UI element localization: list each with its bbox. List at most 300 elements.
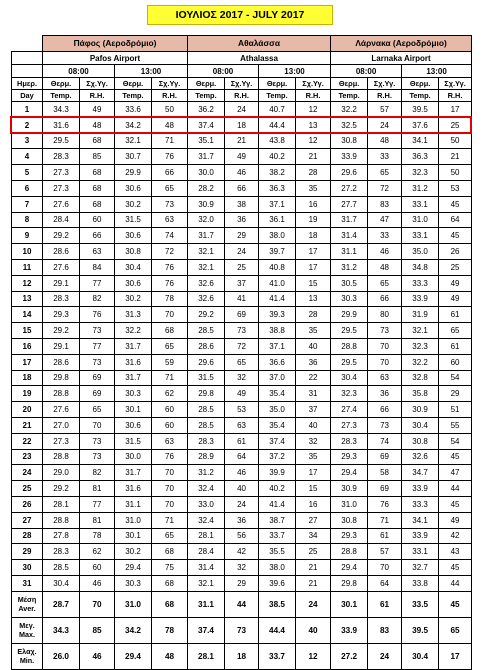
summary-value: 24: [296, 591, 331, 617]
temp-cell: 31.7: [115, 338, 152, 354]
temp-cell: 32.1: [188, 575, 225, 591]
rh-cell: 17: [439, 102, 472, 118]
temp-cell: 29.0: [43, 465, 80, 481]
rh-cell: 25: [439, 259, 472, 275]
rh-cell: 65: [152, 528, 188, 544]
rh-cell: 16: [296, 196, 331, 212]
temp-cell: 29.4: [115, 560, 152, 576]
rh-cell: 66: [152, 165, 188, 181]
station-header-row: [12, 36, 472, 52]
temp-cell: 31.6: [115, 354, 152, 370]
rh-cell: 50: [152, 102, 188, 118]
temp-cell: 33.3: [402, 275, 439, 291]
summary-label-gr: Ελαχ.: [17, 647, 37, 657]
table-row: [12, 275, 472, 291]
temp-cell: 39.9: [259, 465, 296, 481]
rh-cell: 60: [152, 402, 188, 418]
english-col-header-row: [12, 90, 472, 102]
day-cell: 4: [12, 149, 43, 165]
temp-cell: 31.2: [188, 465, 225, 481]
rh-cell: 24: [368, 117, 402, 133]
temp-cell: 29.1: [43, 338, 80, 354]
day-cell: 20: [12, 402, 43, 418]
temp-cell: 28.8: [43, 512, 80, 528]
rh-cell: 35: [296, 180, 331, 196]
temp-cell: 27.3: [43, 433, 80, 449]
rh-cell: 36: [368, 386, 402, 402]
temp-cell: 27.6: [43, 402, 80, 418]
summary-value: 40: [296, 617, 331, 643]
temp-cell: 36.3: [259, 180, 296, 196]
rh-cell: 62: [152, 386, 188, 402]
temp-cell: 36.1: [259, 212, 296, 228]
temp-cell: 40.2: [259, 481, 296, 497]
temp-cell: 28.6: [43, 354, 80, 370]
temp-cell: 38.0: [259, 228, 296, 244]
day-cell: 6: [12, 180, 43, 196]
time-header: 08:00: [188, 65, 259, 78]
summary-value: 12: [296, 643, 331, 669]
rh-cell: 66: [368, 291, 402, 307]
table-row: [12, 433, 472, 449]
temp-cell: 28.3: [43, 291, 80, 307]
summary-label: [12, 617, 43, 643]
temp-cell: 32.5: [331, 117, 368, 133]
rh-cell: 69: [80, 386, 115, 402]
temp-cell: 36.6: [259, 354, 296, 370]
temp-cell: 28.1: [188, 528, 225, 544]
rh-cell: 65: [152, 180, 188, 196]
rh-cell: 24: [225, 244, 259, 260]
time-header: 13:00: [115, 65, 188, 78]
rh-cell: 76: [368, 496, 402, 512]
temp-cell: 30.3: [115, 575, 152, 591]
day-cell: 31: [12, 575, 43, 591]
rh-cell: 82: [80, 465, 115, 481]
summary-value: 27.2: [331, 643, 368, 669]
rh-cell: 40: [225, 481, 259, 497]
temp-cell: 30.8: [115, 244, 152, 260]
temp-cell: 30.4: [115, 259, 152, 275]
day-cell: 23: [12, 449, 43, 465]
summary-value: 39.5: [402, 617, 439, 643]
rh-cell: 38: [225, 196, 259, 212]
rh-header-en: R.H.: [152, 90, 188, 102]
temp-cell: 33.7: [259, 528, 296, 544]
corner-cell-2: [12, 52, 43, 65]
temp-cell: 29.4: [331, 465, 368, 481]
temp-cell: 39.3: [259, 307, 296, 323]
table-row: [12, 149, 472, 165]
rh-cell: 68: [152, 544, 188, 560]
temp-cell: 31.6: [43, 117, 80, 133]
day-cell: 7: [12, 196, 43, 212]
temp-cell: 31.2: [331, 259, 368, 275]
rh-cell: 70: [368, 338, 402, 354]
temp-cell: 34.3: [43, 102, 80, 118]
rh-cell: 45: [439, 228, 472, 244]
temp-cell: 38.0: [259, 560, 296, 576]
time-header: 08:00: [43, 65, 115, 78]
temp-cell: 27.6: [43, 259, 80, 275]
rh-cell: 36: [296, 354, 331, 370]
temp-cell: 36.2: [188, 102, 225, 118]
temp-cell: 30.1: [115, 402, 152, 418]
rh-cell: 22: [296, 370, 331, 386]
weather-table: [11, 35, 472, 670]
temp-cell: 27.3: [43, 165, 80, 181]
rh-cell: 71: [152, 512, 188, 528]
temp-cell: 30.6: [115, 417, 152, 433]
rh-cell: 51: [439, 402, 472, 418]
page-title: ΙΟΥΛΙΟΣ 2017 - JULY 2017: [147, 5, 333, 25]
rh-cell: 68: [80, 180, 115, 196]
rh-cell: 57: [368, 544, 402, 560]
rh-cell: 63: [152, 433, 188, 449]
rh-cell: 71: [152, 133, 188, 149]
temp-cell: 33.9: [402, 481, 439, 497]
station-name-athalassa: Αθαλάσσα: [188, 36, 331, 52]
summary-value: 34.3: [43, 617, 80, 643]
day-cell: 1: [12, 102, 43, 118]
temp-cell: 32.1: [115, 133, 152, 149]
rh-cell: 46: [80, 575, 115, 591]
rh-cell: 33: [368, 228, 402, 244]
day-cell: 19: [12, 386, 43, 402]
day-cell: 25: [12, 481, 43, 497]
temp-cell: 28.4: [43, 212, 80, 228]
temp-header-en: Temp.: [188, 90, 225, 102]
rh-cell: 77: [80, 275, 115, 291]
table-body: [12, 102, 472, 670]
day-cell: 11: [12, 259, 43, 275]
temp-cell: 33.1: [402, 544, 439, 560]
temp-cell: 29.6: [188, 354, 225, 370]
rh-cell: 70: [152, 481, 188, 497]
rh-cell: 37: [225, 275, 259, 291]
temp-cell: 29.2: [188, 307, 225, 323]
temp-cell: 34.2: [115, 117, 152, 133]
temp-cell: 29.2: [43, 481, 80, 497]
temp-header-en: Temp.: [331, 90, 368, 102]
temp-cell: 32.3: [402, 338, 439, 354]
day-cell: 13: [12, 291, 43, 307]
temp-cell: 27.6: [43, 196, 80, 212]
rh-cell: 17: [296, 465, 331, 481]
rh-cell: 73: [80, 323, 115, 339]
temp-cell: 39.5: [402, 102, 439, 118]
temp-cell: 29.5: [43, 133, 80, 149]
rh-cell: 76: [80, 307, 115, 323]
temp-cell: 32.6: [188, 291, 225, 307]
temp-cell: 29.9: [331, 307, 368, 323]
day-cell: 16: [12, 338, 43, 354]
temp-cell: 31.5: [115, 212, 152, 228]
temp-cell: 32.0: [188, 212, 225, 228]
temp-cell: 37.4: [188, 117, 225, 133]
day-cell: 5: [12, 165, 43, 181]
temp-cell: 37.1: [259, 338, 296, 354]
rh-cell: 65: [225, 354, 259, 370]
summary-value: 33.5: [402, 591, 439, 617]
temp-cell: 31.9: [402, 307, 439, 323]
rh-cell: 64: [439, 212, 472, 228]
rh-cell: 74: [152, 228, 188, 244]
rh-cell: 49: [439, 275, 472, 291]
rh-cell: 60: [80, 212, 115, 228]
rh-cell: 63: [225, 417, 259, 433]
rh-cell: 62: [80, 544, 115, 560]
temp-cell: 29.3: [43, 307, 80, 323]
time-header: 13:00: [259, 65, 331, 78]
temp-cell: 33.9: [402, 528, 439, 544]
rh-header-gr: Σχ.Υγ.: [296, 78, 331, 90]
rh-cell: 59: [152, 354, 188, 370]
rh-header-gr: Σχ.Υγ.: [368, 78, 402, 90]
temp-cell: 32.4: [188, 481, 225, 497]
temp-cell: 34.1: [402, 512, 439, 528]
temp-cell: 29.5: [331, 323, 368, 339]
rh-cell: 71: [368, 512, 402, 528]
rh-cell: 25: [439, 117, 472, 133]
temp-cell: 28.9: [188, 449, 225, 465]
temp-header-en: Temp.: [259, 90, 296, 102]
rh-cell: 71: [152, 370, 188, 386]
rh-cell: 69: [225, 307, 259, 323]
temp-cell: 31.7: [331, 212, 368, 228]
temp-cell: 37.6: [402, 117, 439, 133]
rh-cell: 61: [368, 528, 402, 544]
day-cell: 21: [12, 417, 43, 433]
summary-value: 28.1: [188, 643, 225, 669]
temp-cell: 32.8: [402, 370, 439, 386]
temp-cell: 41.4: [259, 291, 296, 307]
rh-cell: 43: [439, 544, 472, 560]
temp-cell: 30.2: [115, 544, 152, 560]
rh-cell: 81: [80, 512, 115, 528]
table-row: [12, 259, 472, 275]
summary-value: 31.1: [188, 591, 225, 617]
summary-value: 48: [152, 643, 188, 669]
table-row: [12, 165, 472, 181]
temp-cell: 38.7: [259, 512, 296, 528]
rh-cell: 54: [439, 433, 472, 449]
table-row: [12, 228, 472, 244]
rh-cell: 54: [439, 370, 472, 386]
rh-cell: 21: [439, 149, 472, 165]
temp-cell: 31.4: [331, 228, 368, 244]
temp-cell: 32.6: [188, 275, 225, 291]
day-cell: 8: [12, 212, 43, 228]
temp-cell: 30.9: [188, 196, 225, 212]
station-en-larnaka: Larnaka Airport: [331, 52, 472, 65]
rh-cell: 19: [296, 212, 331, 228]
day-cell: 15: [12, 323, 43, 339]
table-row: [12, 244, 472, 260]
rh-header-gr: Σχ.Υγ.: [152, 78, 188, 90]
temp-cell: 28.2: [188, 180, 225, 196]
rh-cell: 73: [80, 433, 115, 449]
temp-cell: 30.8: [331, 133, 368, 149]
station-en-pafos: Pafos Airport: [43, 52, 188, 65]
summary-row: [12, 617, 472, 643]
rh-cell: 40: [296, 338, 331, 354]
temp-cell: 32.7: [402, 560, 439, 576]
rh-cell: 41: [225, 291, 259, 307]
summary-value: 33.7: [259, 643, 296, 669]
summary-value: 68: [152, 591, 188, 617]
temp-cell: 28.8: [43, 449, 80, 465]
temp-cell: 29.2: [43, 228, 80, 244]
rh-cell: 74: [368, 433, 402, 449]
rh-cell: 50: [439, 133, 472, 149]
rh-cell: 77: [80, 338, 115, 354]
temp-cell: 32.4: [188, 512, 225, 528]
table-row: [12, 370, 472, 386]
rh-cell: 81: [80, 481, 115, 497]
rh-cell: 66: [368, 402, 402, 418]
temp-cell: 37.2: [259, 449, 296, 465]
summary-value: 65: [439, 617, 472, 643]
summary-value: 18: [225, 643, 259, 669]
day-cell: 17: [12, 354, 43, 370]
rh-cell: 36: [225, 212, 259, 228]
rh-cell: 15: [296, 481, 331, 497]
station-name-larnaka: Λάρνακα (Αεροδρόμιο): [331, 36, 472, 52]
rh-cell: 18: [225, 117, 259, 133]
table-row: [12, 386, 472, 402]
rh-cell: 82: [80, 291, 115, 307]
rh-cell: 73: [225, 323, 259, 339]
rh-cell: 66: [225, 180, 259, 196]
rh-cell: 18: [296, 228, 331, 244]
rh-cell: 24: [225, 496, 259, 512]
temp-cell: 31.0: [331, 496, 368, 512]
rh-cell: 69: [80, 370, 115, 386]
temp-header-gr: Θερμ.: [115, 78, 152, 90]
temp-cell: 29.2: [43, 323, 80, 339]
temp-cell: 27.4: [331, 402, 368, 418]
temp-cell: 37.0: [259, 370, 296, 386]
rh-cell: 55: [439, 417, 472, 433]
temp-cell: 33.1: [402, 196, 439, 212]
temp-cell: 31.5: [115, 433, 152, 449]
rh-cell: 64: [368, 575, 402, 591]
temp-cell: 28.3: [188, 433, 225, 449]
table-row: [12, 196, 472, 212]
temp-header-gr: Θερμ.: [259, 78, 296, 90]
rh-cell: 53: [439, 180, 472, 196]
rh-cell: 64: [225, 449, 259, 465]
rh-cell: 29: [225, 228, 259, 244]
temp-cell: 32.6: [402, 449, 439, 465]
station-en-athalassa: Athalassa: [188, 52, 331, 65]
temp-header-gr: Θερμ.: [331, 78, 368, 90]
table-row: [12, 291, 472, 307]
rh-cell: 63: [80, 244, 115, 260]
station-name-pafos: Πάφος (Αεροδρόμιο): [43, 36, 188, 52]
table-row: [12, 402, 472, 418]
temp-cell: 30.2: [115, 196, 152, 212]
table-row: [12, 544, 472, 560]
rh-cell: 75: [152, 560, 188, 576]
temp-cell: 27.7: [331, 196, 368, 212]
rh-cell: 60: [80, 560, 115, 576]
temp-header-en: Temp.: [402, 90, 439, 102]
rh-cell: 15: [296, 275, 331, 291]
table-row: [12, 528, 472, 544]
temp-cell: 35.4: [259, 417, 296, 433]
rh-cell: 40: [296, 417, 331, 433]
rh-cell: 58: [368, 465, 402, 481]
summary-row: [12, 591, 472, 617]
summary-value: 31.0: [115, 591, 152, 617]
temp-cell: 28.8: [331, 338, 368, 354]
day-cell: 26: [12, 496, 43, 512]
rh-cell: 46: [225, 165, 259, 181]
temp-cell: 31.1: [115, 496, 152, 512]
rh-cell: 68: [152, 575, 188, 591]
rh-cell: 42: [439, 528, 472, 544]
corner-cell: [12, 36, 43, 52]
rh-cell: 76: [152, 149, 188, 165]
temp-cell: 29.8: [331, 575, 368, 591]
rh-cell: 80: [368, 307, 402, 323]
summary-value: 73: [225, 617, 259, 643]
temp-cell: 33.9: [402, 291, 439, 307]
temp-cell: 30.4: [402, 417, 439, 433]
rh-cell: 68: [80, 165, 115, 181]
summary-value: 83: [368, 617, 402, 643]
temp-cell: 32.1: [188, 259, 225, 275]
rh-cell: 78: [80, 528, 115, 544]
summary-label: [12, 591, 43, 617]
rh-cell: 24: [225, 102, 259, 118]
table-row: [12, 560, 472, 576]
rh-cell: 13: [296, 117, 331, 133]
rh-cell: 60: [439, 354, 472, 370]
table-row: [12, 354, 472, 370]
rh-cell: 16: [296, 496, 331, 512]
rh-cell: 56: [225, 528, 259, 544]
temp-cell: 35.0: [402, 244, 439, 260]
rh-cell: 76: [152, 275, 188, 291]
temp-cell: 33.6: [115, 102, 152, 118]
summary-label: [12, 643, 43, 669]
summary-value: 61: [368, 591, 402, 617]
rh-cell: 29: [439, 386, 472, 402]
rh-cell: 32: [225, 560, 259, 576]
rh-cell: 73: [368, 417, 402, 433]
temp-cell: 31.6: [115, 481, 152, 497]
day-cell: 22: [12, 433, 43, 449]
table-row: [12, 323, 472, 339]
time-header: 08:00: [331, 65, 402, 78]
temp-cell: 32.2: [331, 102, 368, 118]
summary-value: 38.5: [259, 591, 296, 617]
temp-cell: 30.6: [115, 228, 152, 244]
temp-cell: 28.5: [43, 560, 80, 576]
temp-cell: 30.4: [331, 370, 368, 386]
table-row: [12, 496, 472, 512]
rh-cell: 73: [152, 196, 188, 212]
table-row: [12, 133, 472, 149]
rh-cell: 21: [296, 560, 331, 576]
temp-cell: 29.9: [115, 165, 152, 181]
temp-cell: 32.3: [402, 165, 439, 181]
temp-cell: 28.6: [188, 338, 225, 354]
rh-header-en: R.H.: [439, 90, 472, 102]
